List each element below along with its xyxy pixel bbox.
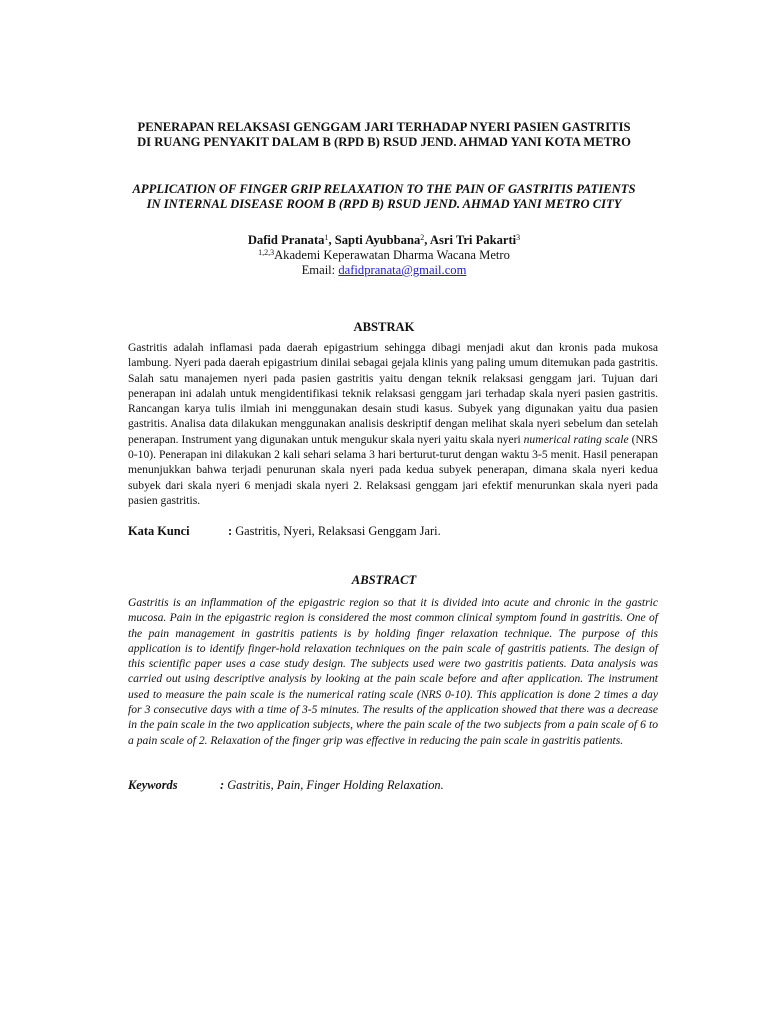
affiliation-superscript: 1,2,3 xyxy=(258,248,275,257)
kata-kunci-colon: : xyxy=(228,524,233,538)
email-line xyxy=(100,263,668,278)
abstract-body: Gastritis is an inflammation of the epigastric region so that it is divided into acute and chronic in the gastric mucosa. Pain in the epigastric region is considered the most common clinical symptom found in gastritis. One of the pain management in gastritis patients is by holding finger relaxation technique. The purpose of this application is to identify finger-hold relaxation techniques on the pain scale of gastritis patients. The design of this scientific paper uses a case study design. The subjects used were two gastritis patients. Data analysis was carried out using descriptive analysis by looking at the pain scale before and after application. The instrument used to measure the pain scale is the numerical rating scale (NRS 0-10). This application is done 2 times a day for 3 consecutive days with a time of 3-5 minutes. The results of the application showed that there was a decrease in the pain scale in the two application subjects, where the pain scale of the two subjects from a pain scale of 6 to a pain scale of 2. Relaxation of the finger grip was effective in reducing the pain scale in gastritis patients. xyxy=(128,596,658,747)
author-3-name: Asri Tri Pakarti xyxy=(429,233,517,247)
keywords-line xyxy=(128,778,658,793)
author-block xyxy=(100,233,668,278)
kata-kunci-values: Gastritis, Nyeri, Relaksasi Genggam Jari. xyxy=(232,524,441,538)
author-2-name: Sapti Ayubbana xyxy=(334,233,421,247)
affiliation xyxy=(100,248,668,263)
keywords-label: Keywords xyxy=(128,778,178,792)
keywords-values: Gastritis, Pain, Finger Holding Relaxation. xyxy=(224,778,444,792)
title-english-line-2: IN INTERNAL DISEASE ROOM B (RPD B) RSUD JEND. AHMAD YANI METRO CITY xyxy=(146,197,622,211)
title-indonesian xyxy=(100,120,668,150)
author-separator: , xyxy=(424,233,430,247)
kata-kunci-line xyxy=(128,524,658,539)
author-names xyxy=(100,233,668,248)
abstract-heading: ABSTRACT xyxy=(351,573,417,587)
author-1-name: Dafid Pranata xyxy=(247,233,325,247)
abstrak-body-italic-term: numerical rating scale xyxy=(523,432,629,446)
abstrak-body-part-1: Gastritis adalah inflamasi pada daerah epigastrium sehingga dibagi menjadi akut dan kronis pada mukosa lambung. Nyeri pada daerah epigastrium dinilai sebagai gejala klinis yang paling umum ditemukan pada gastritis. Salah satu manajemen nyeri pada pasien gastritis yaitu dengan teknik relaksasi genggam jari. Tujuan dari penerapan ini adalah untuk mengidentifikasi teknik relaksasi genggam jari terhadap skala nyeri pasien gastritis. Rancangan karya tulis ilmiah ini menggunakan desain studi kasus. Subyek yang digunakan yaitu dua pasien gastritis. Analisa data dilakukan menggunakan analisis deskriptif dengan melihat skala nyeri sebelum dan setelah penerapan. Instrument yang digunakan untuk mengukur skala nyeri yaitu skala nyeri xyxy=(128,341,658,446)
author-separator: , xyxy=(328,233,335,247)
title-indonesian-line-1: PENERAPAN RELAKSASI GENGGAM JARI TERHADAP NYERI PASIEN GASTRITIS xyxy=(137,120,631,134)
author-1-superscript: 1 xyxy=(324,233,329,242)
author-2-superscript: 2 xyxy=(420,233,425,242)
title-indonesian-line-2: DI RUANG PENYAKIT DALAM B (RPD B) RSUD JEND. AHMAD YANI KOTA METRO xyxy=(137,135,631,149)
abstrak-body xyxy=(128,340,658,508)
abstrak-heading: ABSTRAK xyxy=(353,320,415,334)
author-3-superscript: 3 xyxy=(516,233,521,242)
email-link[interactable]: dafidpranata@gmail.com xyxy=(338,263,467,277)
title-english-line-1: APPLICATION OF FINGER GRIP RELAXATION TO THE PAIN OF GASTRITIS PATIENTS xyxy=(132,182,636,196)
kata-kunci-label: Kata Kunci xyxy=(128,524,190,538)
abstrak-body-part-2: (NRS 0-10). Penerapan ini dilakukan 2 kali sehari selama 3 hari berturut-turut dengan waktu 3-5 menit. Hasil penerapan menunjukkan bahwa terjadi penurunan skala nyeri pada kedua subyek penerapan, dimana skala nyeri kedua subyek dari skala nyeri 6 menjadi skala nyeri 2. Relaksasi genggam jari efektif menurunkan skala nyeri pada pasien gastritis. xyxy=(128,432,658,507)
affiliation-name: Akademi Keperawatan Dharma Wacana Metro xyxy=(274,248,510,262)
keywords-colon: : xyxy=(220,778,225,792)
email-label: Email: xyxy=(301,263,339,277)
title-english xyxy=(100,182,668,212)
